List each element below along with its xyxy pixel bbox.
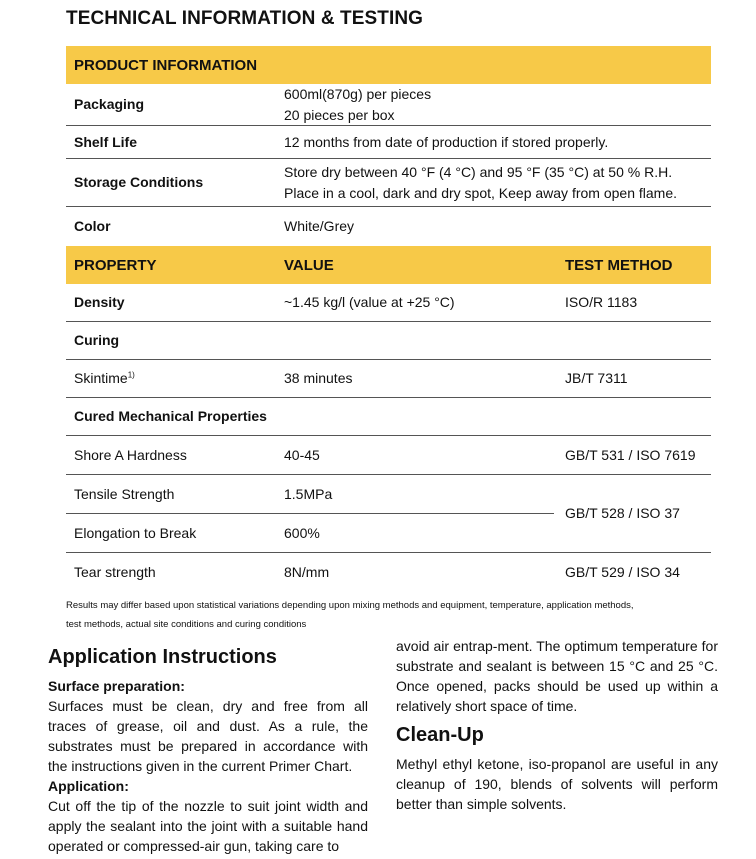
product-info-header-row <box>66 46 711 84</box>
elongation-label: Elongation to Break <box>74 524 197 541</box>
elongation-value: 600% <box>284 524 320 541</box>
color-label: Color <box>74 218 111 234</box>
density-label: Density <box>74 294 125 310</box>
value-line: Store dry between 40 °F (4 °C) and 95 °F (35 °C) at 50 % R.H. <box>284 163 673 180</box>
table-row <box>66 84 711 126</box>
application-continued-text: avoid air entrap-ment. The optimum temperature for substrate and sealant is between 15 °C and 25 °C. Once opened, packs should be used up within a relatively short space of time. <box>396 638 718 714</box>
density-value: ~1.45 kg/l (value at +25 °C) <box>284 294 455 310</box>
curing-label: Curing <box>74 332 120 348</box>
table-row <box>66 553 711 592</box>
tear-value: 8N/mm <box>284 564 330 580</box>
tensile-elongation-block <box>66 475 711 553</box>
table-row <box>66 159 711 207</box>
value-header: VALUE <box>284 256 334 274</box>
value-line: 20 pieces per box <box>284 106 395 123</box>
table-row <box>66 126 711 159</box>
value-line: 12 months from date of production if stored properly. <box>284 133 609 150</box>
packaging-value <box>284 84 431 125</box>
color-value <box>284 207 354 246</box>
table-row <box>66 475 554 514</box>
product-info-header: PRODUCT INFORMATION <box>74 56 258 74</box>
right-column <box>396 636 718 814</box>
storage-value <box>284 159 677 206</box>
packaging-label: Packaging <box>74 96 145 112</box>
application-section <box>48 644 368 856</box>
table-row <box>66 398 711 436</box>
cured-mech-label: Cured Mechanical Properties <box>74 408 267 424</box>
tensile-elongation-method: GB/T 528 / ISO 37 <box>565 505 680 521</box>
skintime-text: Skintime <box>74 370 128 386</box>
shore-method: GB/T 531 / ISO 7619 <box>565 446 696 463</box>
test-method-header: TEST METHOD <box>565 256 673 274</box>
skintime-label <box>74 360 135 397</box>
table-row <box>66 207 711 246</box>
tensile-label: Tensile Strength <box>74 485 175 502</box>
footnote-marker: 1) <box>127 370 135 380</box>
table-row <box>66 436 711 475</box>
shelf-life-value <box>284 126 608 158</box>
value-line: Place in a cool, dark and dry spot, Keep away from open flame. <box>284 184 677 201</box>
property-header: PROPERTY <box>74 256 157 274</box>
table-row <box>66 322 711 360</box>
page-title: TECHNICAL INFORMATION & TESTING <box>66 8 424 29</box>
cleanup-title: Clean-Up <box>396 724 484 746</box>
tear-label: Tear strength <box>74 564 156 580</box>
storage-label: Storage Conditions <box>74 174 204 190</box>
table-row <box>66 284 711 322</box>
value-line: 600ml(870g) per pieces <box>284 85 432 102</box>
footnote <box>66 596 716 634</box>
shore-label: Shore A Hardness <box>74 446 187 463</box>
surface-heading: Surface preparation: <box>48 678 185 694</box>
value-line: White/Grey <box>284 218 355 234</box>
density-method: ISO/R 1183 <box>565 294 638 310</box>
shore-value: 40-45 <box>284 446 320 463</box>
cleanup-text: Methyl ethyl ketone, iso-propanol are useful in any cleanup of 190, blends of solvents will perform better than simple solvents. <box>396 756 718 812</box>
skintime-method: JB/T 7311 <box>565 370 628 386</box>
application-text: Cut off the tip of the nozzle to suit joint width and apply the sealant into the joint with a suitable hand operated or compressed-air gun, taking care to <box>48 798 368 854</box>
table-row <box>66 360 711 398</box>
application-title: Application Instructions <box>48 646 277 668</box>
property-header-row <box>66 246 711 284</box>
technical-table <box>66 46 711 592</box>
application-heading: Application: <box>48 778 129 794</box>
footnote-line: Results may differ based upon statistical variations depending upon mixing methods and equipment, temperature, application methods, <box>66 600 634 611</box>
tear-method: GB/T 529 / ISO 34 <box>565 564 680 580</box>
tensile-value: 1.5MPa <box>284 485 333 502</box>
shelf-life-label: Shelf Life <box>74 133 138 150</box>
surface-text: Surfaces must be clean, dry and free from all traces of grease, oil and dust. As a rule, the substrates must be prepared in accordance with the instructions given in the current Primer Chart. <box>48 698 368 774</box>
table-row <box>66 514 554 552</box>
footnote-line: test methods, actual site conditions and curing conditions <box>66 619 307 630</box>
skintime-value: 38 minutes <box>284 370 353 386</box>
